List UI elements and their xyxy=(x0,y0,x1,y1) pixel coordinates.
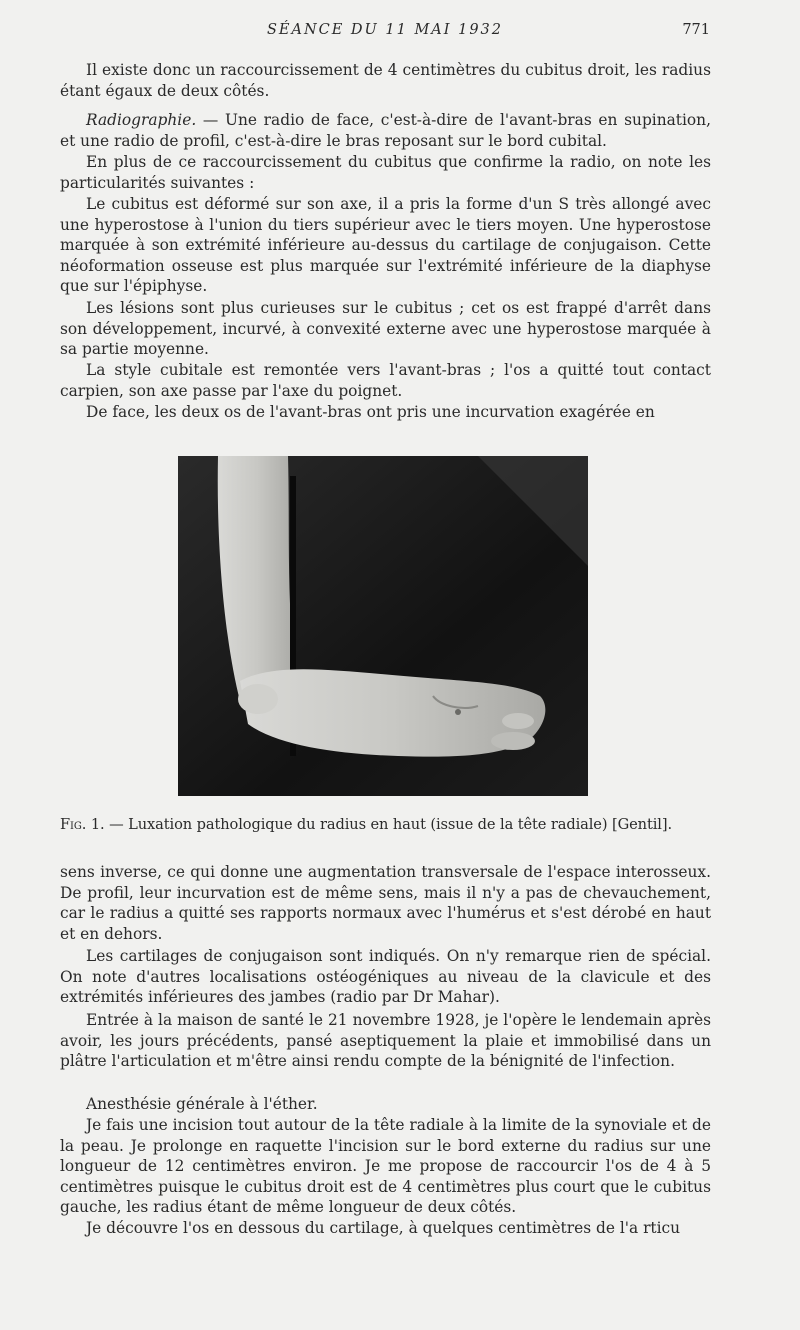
paragraph: Anesthésie générale à l'éther. xyxy=(86,1095,318,1113)
running-title: SÉANCE DU 11 MAI 1932 xyxy=(266,22,504,38)
paragraph: Je fais une incision tout autour de la tête radiale à la limite de la synoviale et de la peau. Je prolonge en raquette l'incision sur le bord externe du radius sur une longueur de 12 centimètres environ. Je me propose de raccourcir l'os de 4 à 5 centimètres puisque le cubitus droit est de 4 centimètres plus court que le cubitus gauche, les radius étant de même longueur de deux côtés. xyxy=(60,1116,711,1217)
page-number: 771 xyxy=(682,22,710,38)
section-label: Radiographie. xyxy=(86,111,197,129)
paragraph: Il existe donc un raccourcissement de 4 centimètres du cubitus droit, les radius étant égaux de deux côtés. xyxy=(60,61,711,100)
figure-photograph xyxy=(178,456,588,796)
figure-caption: Fig. 1. — Luxation pathologique du radius en haut (issue de la tête radiale) [Gentil]. xyxy=(60,816,672,833)
forearm-photo-illustration xyxy=(178,456,588,796)
page-header xyxy=(60,22,710,44)
paragraph: En plus de ce raccourcissement du cubitus que confirme la radio, on note les particularités suivantes : xyxy=(60,153,711,192)
paragraph: Radiographie. — Une radio de face, c'est-à-dire de l'avant-bras en supination, et une radio de profil, c'est-à-dire le bras reposant sur le bord cubital. xyxy=(60,111,711,150)
paragraph: Le cubitus est déformé sur son axe, il a pris la forme d'un S très allongé avec une hyperostose à l'union du tiers supérieur avec le tiers moyen. Une hyperostose marquée à son extrémité inférieure au-dessus du cartilage de conjugaison. Cette néoformation osseuse est plus marquée sur l'extrémité inférieure de la diaphyse que sur l'épiphyse. xyxy=(60,195,711,296)
paragraph: De face, les deux os de l'avant-bras ont pris une incurvation exagérée en xyxy=(86,403,655,421)
paragraph: Entrée à la maison de santé le 21 novembre 1928, je l'opère le lendemain après avoir, les jours précédents, pansé aseptiquement la plaie et immobilisé dans un plâtre l'articulation et m'être ainsi rendu compte de la bénignité de l'infection. xyxy=(60,1011,711,1071)
paragraph: Les cartilages de conjugaison sont indiqués. On n'y remarque rien de spécial. On note d'autres localisations ostéogéniques au niveau de la clavicule et des extrémités inférieures des jambes (radio par Dr Mahar). xyxy=(60,947,711,1007)
paragraph: sens inverse, ce qui donne une augmentation transversale de l'espace interosseux. De profil, leur incurvation est de même sens, mais il n'y a pas de chevauchement, car le radius a quitté ses rapports normaux avec l'humérus et s'est dérobé en haut et en dehors. xyxy=(60,863,711,943)
paragraph: La style cubitale est remontée vers l'avant-bras ; l'os a quitté tout contact carpien, son axe passe par l'axe du poignet. xyxy=(60,361,711,400)
paragraph: Je découvre l'os en dessous du cartilage, à quelques centimètres de l'a rticu xyxy=(86,1219,681,1237)
figure-label: Fig. 1. xyxy=(60,816,105,833)
paragraph: Les lésions sont plus curieuses sur le cubitus ; cet os est frappé d'arrêt dans son développement, incurvé, à convexité externe avec une hyperostose marquée à sa partie moyenne. xyxy=(60,299,711,359)
